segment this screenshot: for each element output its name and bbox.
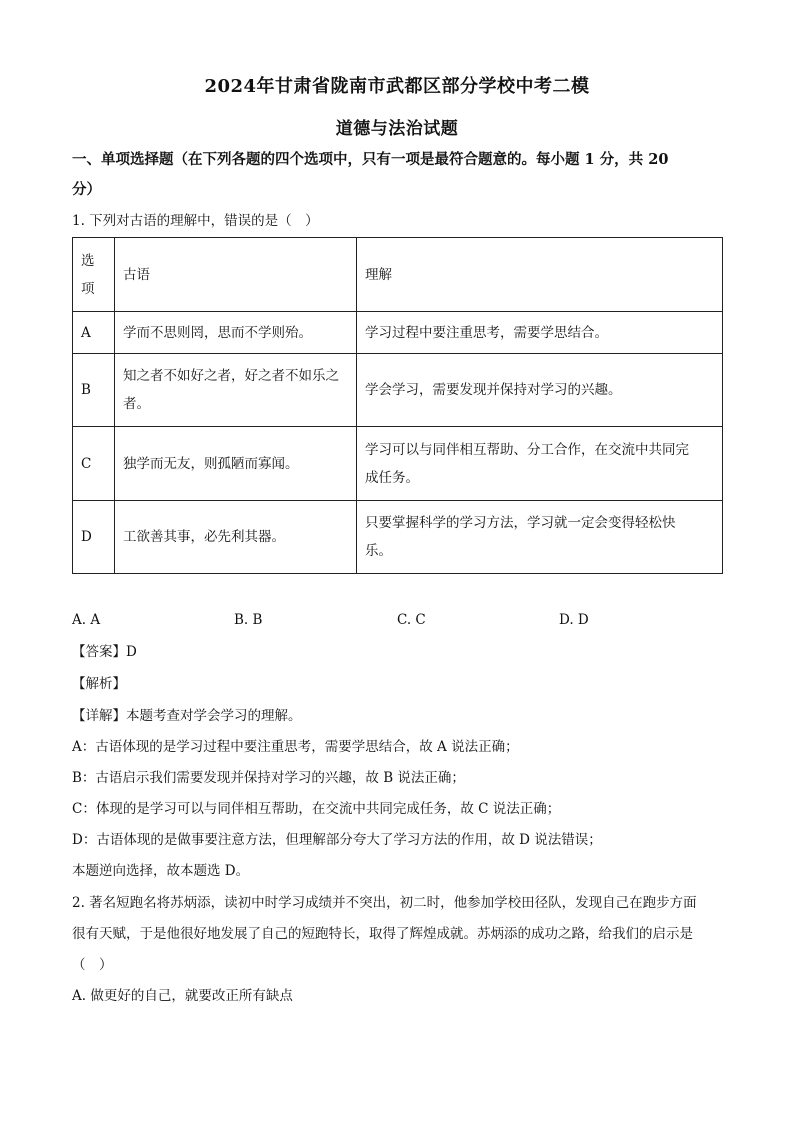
row-quote: 学而不思则罔，思而不学则殆。 bbox=[115, 312, 357, 354]
choice-c: C. C bbox=[397, 612, 426, 628]
table-row bbox=[73, 354, 723, 427]
answer: 【答案】D bbox=[72, 644, 137, 660]
analysis-detail: 【详解】本题考查对学会学习的理解。 bbox=[72, 708, 302, 724]
section-heading-cont: 分） bbox=[72, 181, 101, 198]
row-explain: 学习过程中要注重思考，需要学思结合。 bbox=[357, 312, 723, 354]
question-2-stem-line1: 2. 著名短跑名将苏炳添，读初中时学习成绩并不突出，初二时，他参加学校田径队，发现自己在跑步方面 bbox=[72, 895, 697, 911]
choice-b: B. B bbox=[234, 612, 263, 628]
row-explain: 学习可以与同伴相互帮助、分工合作，在交流中共同完 成任务。 bbox=[357, 427, 723, 501]
table-row bbox=[73, 312, 723, 354]
choice-a: A. A bbox=[72, 612, 101, 628]
question-2-choice-a: A. 做更好的自己，就要改正所有缺点 bbox=[72, 988, 293, 1004]
table-row bbox=[73, 427, 723, 501]
analysis-label: 【解析】 bbox=[72, 676, 126, 692]
question-1-table bbox=[72, 237, 723, 574]
row-explain: 只要掌握科学的学习方法，学习就一定会变得轻松快 乐。 bbox=[357, 501, 723, 574]
row-quote: 知之者不如好之者，好之者不如乐之 者。 bbox=[115, 354, 357, 427]
row-option: C bbox=[73, 427, 115, 501]
document-title: 2024年甘肃省陇南市武都区部分学校中考二模 bbox=[204, 76, 590, 97]
row-option: D bbox=[73, 501, 115, 574]
document-subtitle: 道德与法治试题 bbox=[335, 119, 459, 139]
question-1-stem: 1. 下列对古语的理解中，错误的是（ ） bbox=[72, 213, 319, 229]
row-quote: 工欲善其事，必先利其器。 bbox=[115, 501, 357, 574]
row-option: B bbox=[73, 354, 115, 427]
header-quote: 古语 bbox=[115, 238, 357, 312]
row-option: A bbox=[73, 312, 115, 354]
row-explain: 学会学习，需要发现并保持对学习的兴趣。 bbox=[357, 354, 723, 427]
header-explain: 理解 bbox=[357, 238, 723, 312]
analysis-c: C：体现的是学习可以与同伴相互帮助，在交流中共同完成任务，故 C 说法正确； bbox=[72, 801, 561, 817]
analysis-a: A：古语体现的是学习过程中要注重思考，需要学思结合，故 A 说法正确； bbox=[72, 739, 519, 755]
analysis-conclusion: 本题逆向选择，故本题选 D。 bbox=[72, 863, 250, 879]
analysis-b: B：古语启示我们需要发现并保持对学习的兴趣，故 B 说法正确； bbox=[72, 770, 465, 786]
header-option: 选 项 bbox=[73, 238, 115, 312]
table-row bbox=[73, 501, 723, 574]
table-header-row bbox=[73, 238, 723, 312]
question-2-stem-line2: 很有天赋，于是他很好地发展了自己的短跑特长，取得了辉煌成就。苏炳添的成功之路，给我们的启示是 bbox=[72, 926, 693, 942]
row-quote: 独学而无友，则孤陋而寡闻。 bbox=[115, 427, 357, 501]
analysis-d: D：古语体现的是做事要注意方法，但理解部分夸大了学习方法的作用，故 D 说法错误； bbox=[72, 832, 602, 848]
choice-d: D. D bbox=[559, 612, 589, 628]
section-heading: 一、单项选择题（在下列各题的四个选项中，只有一项是最符合题意的。每小题 1 分，共 20 bbox=[72, 151, 669, 168]
question-2-stem-line3: （ ） bbox=[72, 957, 113, 973]
